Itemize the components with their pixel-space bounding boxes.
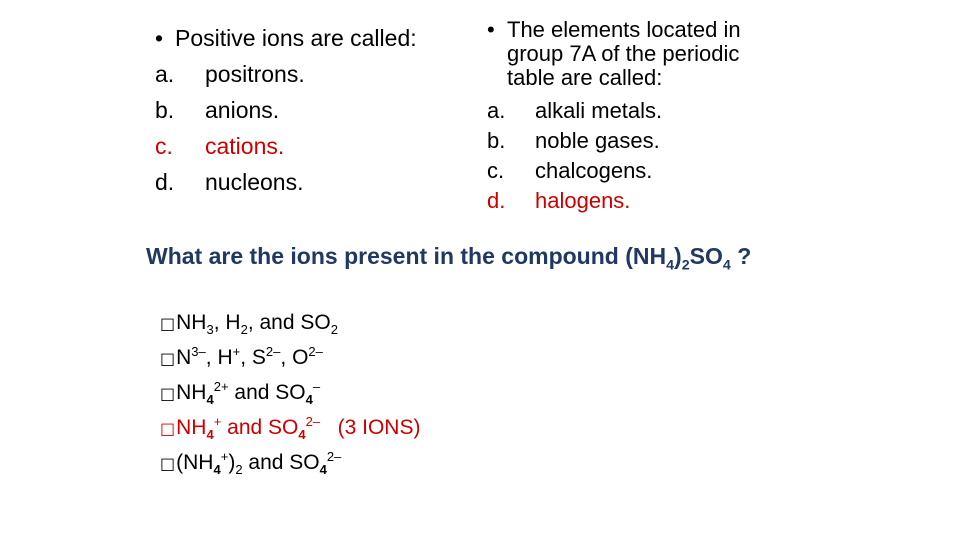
answer-option-a: $□NH_3$, $H_2$, and $SO_2$ [160,311,338,338]
checkbox-icon: □ [160,384,176,403]
answer-option-b: $□N^{3-}$, H+, $S^{2-}$, $O^{2-}$ [160,344,323,369]
checkbox-icon: □ [160,454,176,473]
question-2-option-a: a. alkali metals. [487,98,663,123]
question-2-option-b: b. noble gases. [487,128,660,153]
question-1-option-d: d. nucleons. [155,169,304,195]
checkbox-icon: □ [160,349,176,368]
answer-option-e: $□(NH_4^+)_2$ and $SO_4^{2-}$ [160,449,342,478]
question-1-option-a: a. positrons. [155,61,305,87]
question-1-stem [155,20,417,56]
question-1-option-b: b. anions. [155,97,280,123]
question-2 [487,18,741,216]
checkbox-icon: □ [160,314,176,333]
checkbox-icon: □ [160,419,176,438]
question-2-stem: • The elements located in group 7A of the periodic table are called: [487,17,741,90]
question-3-title: What are the ions present in the compound $(NH_4)_2SO_4$ ? [146,243,752,274]
answer-option-d: $□NH_4^+$ and $SO_4^{2-}$ (3 IONS) [160,414,421,443]
bullet-icon: • [487,17,495,42]
answer-option-c: $□NH_4^{2+}$ and $SO_4^-$ [160,379,321,408]
question-1-stem-text: Positive ions are called: [175,25,417,51]
answer-list [160,306,420,481]
question-2-option-d: d. halogens. [487,188,631,213]
question-1-option-c: c. cations. [155,133,285,159]
question-2-option-c: c. chalcogens. [487,158,653,183]
bullet-icon: • [155,25,164,51]
question-1 [155,20,417,200]
answer-note: (3 IONS) [320,416,421,439]
